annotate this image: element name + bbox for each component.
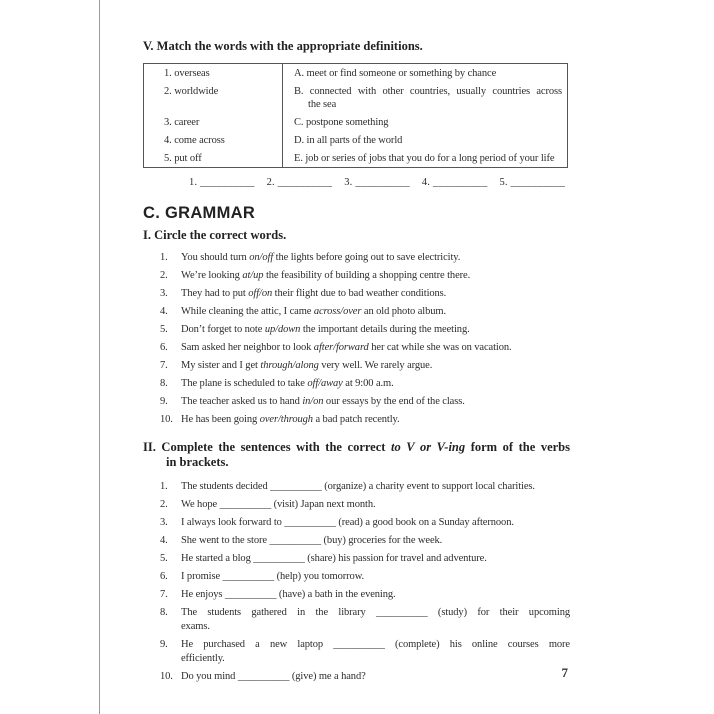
match-table	[143, 63, 568, 168]
list-item: 6. Sam asked her neighbor to look after/forward her cat while she was on vacation.	[160, 342, 512, 353]
page-edge-line	[99, 0, 100, 714]
section-ii-heading: II. Complete the sentences with the correct to V or V-ing form of the verbs in brackets.	[143, 440, 570, 469]
list-item: 3. I always look forward to __________ (read) a good book on a Sunday afternoon.	[160, 517, 514, 528]
table-row	[144, 131, 568, 149]
table-row	[144, 149, 568, 168]
answer-blanks-line	[143, 177, 570, 188]
table-row	[144, 82, 568, 113]
word-cell: 3. career	[144, 113, 283, 131]
word-choice: off/on	[248, 288, 273, 299]
word-choice: over/through	[259, 414, 313, 425]
word-choice: through/along	[260, 360, 319, 371]
page-number: 7	[561, 665, 568, 680]
list-item: 7. He enjoys __________ (have) a bath in the evening.	[160, 589, 396, 600]
list-item: 7. My sister and I get through/along very well. We rarely argue.	[160, 360, 433, 371]
list-item: 2. We’re looking at/up the feasibility of building a shopping centre there.	[160, 270, 471, 281]
list-item: 8. The plane is scheduled to take off/away at 9:00 a.m.	[160, 378, 394, 389]
list-item: 1. The students decided __________ (organize) a charity event to support local charities.	[160, 481, 535, 492]
list-item: 5. He started a blog __________ (share) his passion for travel and adventure.	[160, 553, 487, 564]
list-item: 4. While cleaning the attic, I came across/over an old photo album.	[160, 306, 446, 317]
list-item: 10. Do you mind __________ (give) me a hand?	[160, 671, 366, 682]
workbook-page	[143, 0, 570, 688]
word-choice: in/on	[302, 396, 324, 407]
section-v-heading: V. Match the words with the appropriate definitions.	[143, 39, 423, 53]
list-item: 3. They had to put off/on their flight due to bad weather conditions.	[160, 288, 447, 299]
definition-cell: B. connected with other countries, usually countries across the sea	[294, 85, 562, 110]
answer-blank: 3. __________	[344, 177, 410, 188]
heading-italic: to V or V-ing	[391, 440, 466, 454]
answer-blank: 5. __________	[499, 177, 566, 188]
answer-blank: 4. __________	[421, 177, 488, 188]
word-cell: 5. put off	[144, 149, 283, 168]
answer-blank: 1. __________	[189, 177, 255, 188]
list-item: 1. You should turn on/off the lights before going out to save electricity.	[160, 252, 461, 263]
list-item: 9. The teacher asked us to hand in/on our essays by the end of the class.	[160, 396, 465, 407]
section-i-heading: I. Circle the correct words.	[143, 228, 287, 242]
circle-words-list	[143, 251, 570, 427]
word-choice: off/away	[307, 378, 343, 389]
table-row	[144, 113, 568, 131]
definition-cell: E. job or series of jobs that you do for a long period of your life	[294, 152, 555, 164]
list-item: 6. I promise __________ (help) you tomorrow.	[160, 571, 365, 582]
list-item: 5. Don’t forget to note up/down the important details during the meeting.	[160, 324, 470, 335]
list-item: 9. He purchased a new laptop __________ (complete) his online courses more efficiently.	[160, 639, 570, 664]
answer-blank: 2. __________	[266, 177, 333, 188]
list-item: 8. The students gathered in the library __________ (study) for their upcoming exams.	[160, 607, 570, 632]
definition-cell: D. in all parts of the world	[294, 134, 403, 146]
word-choice: at/up	[242, 270, 264, 281]
word-cell: 4. come across	[144, 131, 283, 149]
word-choice: after/forward	[313, 342, 369, 353]
table-row	[144, 64, 568, 83]
definition-cell: C. postpone something	[294, 116, 389, 128]
word-cell: 1. overseas	[144, 64, 283, 83]
list-item: 10. He has been going over/through a bad patch recently.	[160, 414, 400, 425]
word-cell: 2. worldwide	[144, 82, 283, 113]
definition-cell: A. meet or find someone or something by chance	[294, 67, 497, 79]
word-choice: up/down	[264, 324, 301, 335]
section-c-heading: C. GRAMMAR	[143, 204, 256, 222]
list-item: 4. She went to the store __________ (buy) groceries for the week.	[160, 535, 443, 546]
word-choice: on/off	[249, 252, 274, 263]
word-choice: across/over	[313, 306, 362, 317]
complete-sentences-list	[143, 480, 570, 684]
list-item: 2. We hope __________ (visit) Japan next month.	[160, 499, 376, 510]
